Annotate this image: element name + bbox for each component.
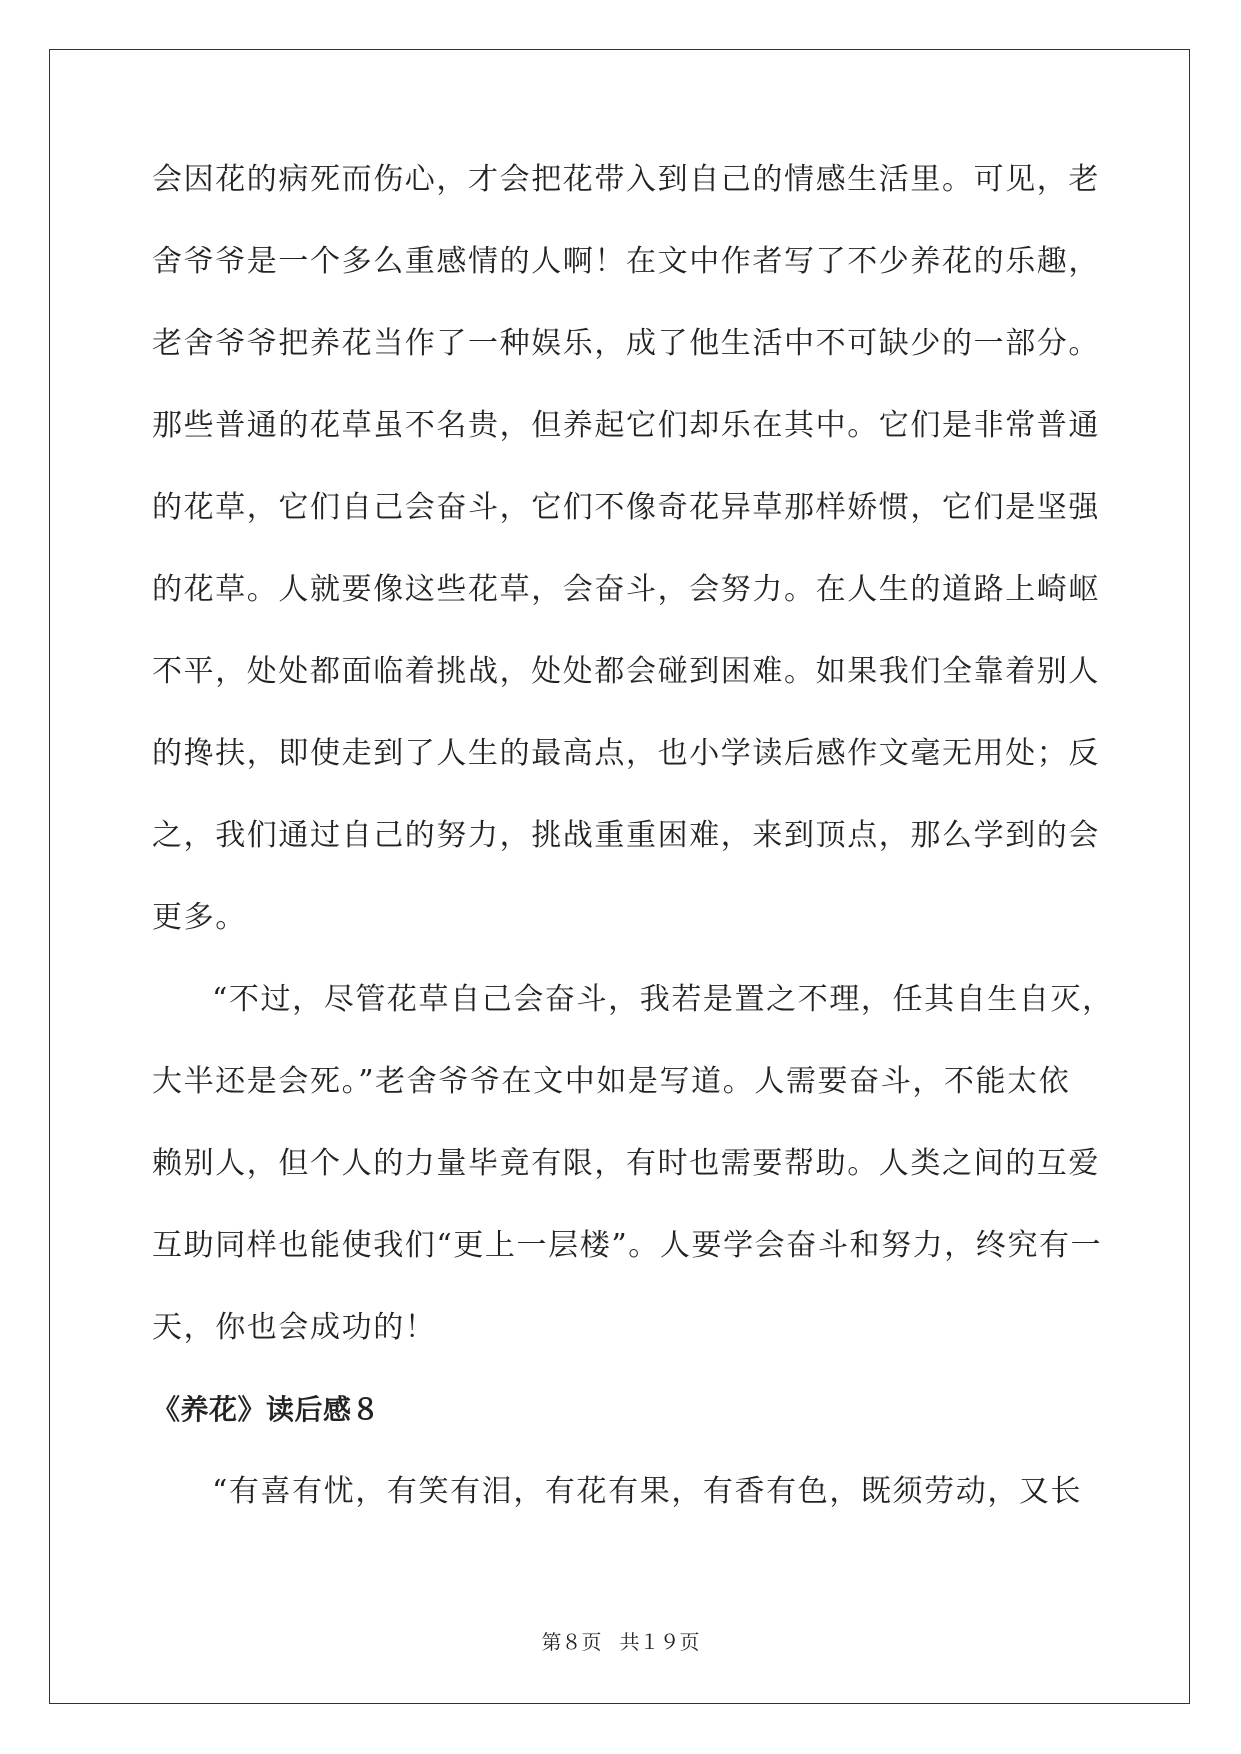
section-heading: 《养花》读后感８ (152, 1393, 381, 1426)
paragraph-start-line: “有喜有忧，有笑有泪，有花有果，有香有色，既须劳动，又长 (212, 1474, 1083, 1509)
text-line: 的花草，它们自己会奋斗，它们不像奇花异草那样娇惯，它们是坚强 (152, 490, 1100, 525)
text-line: 赖别人，但个人的力量毕竟有限，有时也需要帮助。人类之间的互爱 (152, 1146, 1100, 1181)
text-line: 之，我们通过自己的努力，挑战重重困难，来到顶点，那么学到的会 (152, 818, 1100, 853)
text-line: 更多。 (152, 900, 247, 935)
page-number: 第８页 (541, 1630, 602, 1654)
text-line: 老舍爷爷把养花当作了一种娱乐，成了他生活中不可缺少的一部分。 (152, 326, 1100, 361)
text-line: 天，你也会成功的！ (152, 1310, 437, 1345)
text-line: 舍爷爷是一个多么重感情的人啊！在文中作者写了不少养花的乐趣， (152, 244, 1100, 279)
page-total: 共１９页 (619, 1630, 700, 1654)
text-line: 互助同样也能使我们“更上一层楼”。人要学会奋斗和努力，终究有一 (152, 1228, 1103, 1263)
text-line: 那些普通的花草虽不名贵，但养起它们却乐在其中。它们是非常普通 (152, 408, 1100, 443)
text-line: 不平，处处都面临着挑战，处处都会碰到困难。如果我们全靠着别人 (152, 654, 1100, 689)
page-footer (0, 1629, 1241, 1655)
text-line: 的搀扶，即使走到了人生的最高点，也小学读后感作文毫无用处；反 (152, 736, 1100, 771)
text-line: 大半还是会死。”老舍爷爷在文中如是写道。人需要奋斗，不能太依 (152, 1064, 1071, 1099)
document-body (152, 160, 1114, 1554)
text-line: 会因花的病死而伤心，才会把花带入到自己的情感生活里。可见，老 (152, 162, 1100, 197)
text-line: 的花草。人就要像这些花草，会奋斗，会努力。在人生的道路上崎岖 (152, 572, 1100, 607)
paragraph-start-line: “不过，尽管花草自己会奋斗，我若是置之不理，任其自生自灭， (212, 982, 1114, 1017)
